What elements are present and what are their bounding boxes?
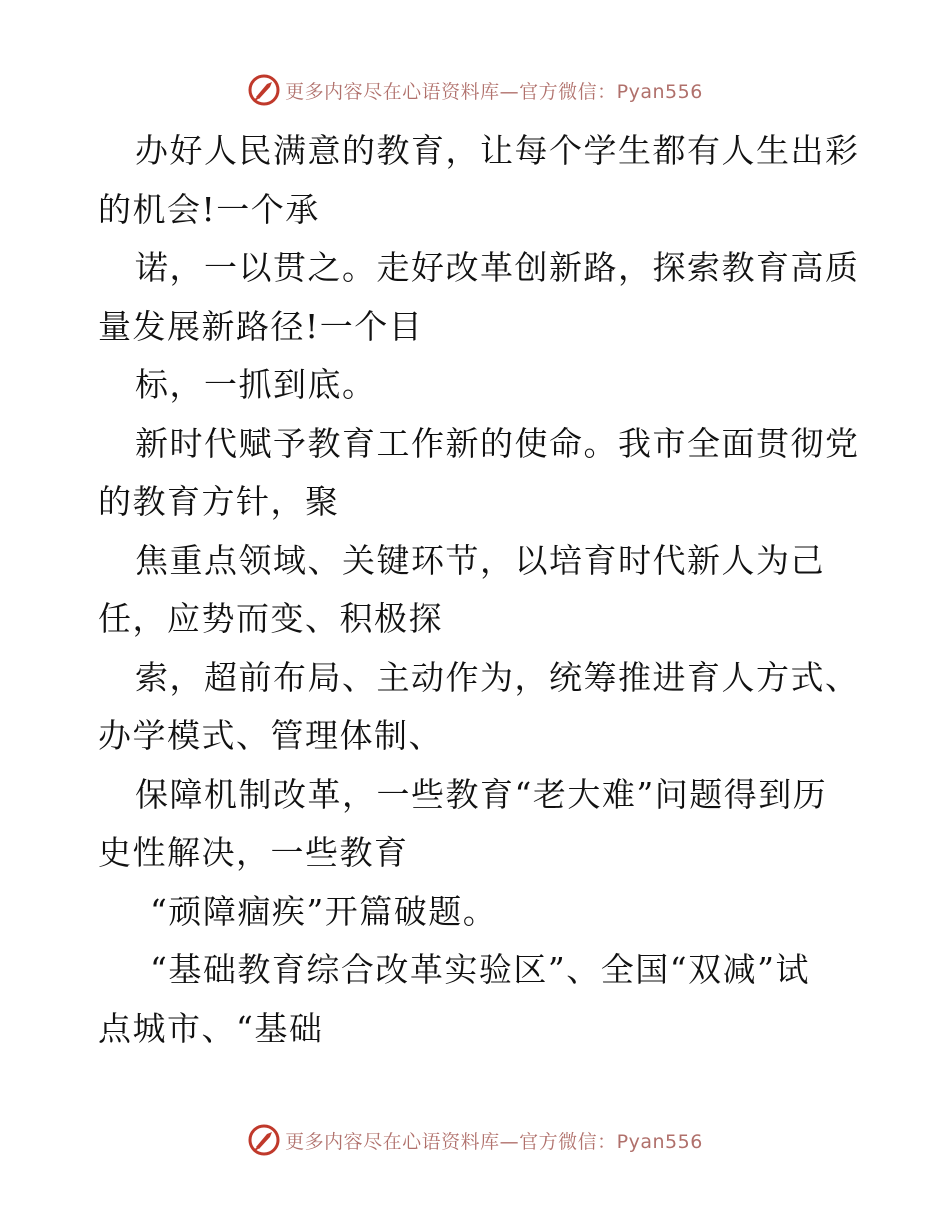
paragraph-line: 保障机制改革，一些教育“老大难”问题得到历: [135, 774, 828, 814]
paragraph-line: “基础教育综合改革实验区”、全国“双减”试: [150, 950, 810, 989]
document-body: [98, 122, 868, 1058]
paragraph-line: 点城市、“基础: [98, 1008, 324, 1048]
paragraph-line: 任，应势而变、积极探: [98, 599, 443, 638]
quill-logo-icon: [247, 73, 281, 107]
paragraph-line: 新时代赋予教育工作新的使命。我市全面贯彻党: [135, 423, 860, 463]
paragraph-line: “顽障痼疾”开篇破题。: [150, 891, 498, 931]
paragraph-line: 标，一抓到底。: [135, 365, 377, 404]
paragraph-line: 史性解决，一些教育: [98, 833, 409, 872]
paragraph-line: 量发展新路径!一个目: [98, 306, 424, 346]
footer-banner: [0, 1120, 950, 1160]
paragraph-line: 索，超前布局、主动作为，统筹推进育人方式、: [135, 657, 860, 697]
paragraph-line: 焦重点领域、关键环节，以培育时代新人为己: [135, 540, 825, 580]
quill-logo-icon: [247, 1123, 281, 1157]
paragraph-line: 诺，一以贯之。走好改革创新路，探索教育高质: [135, 248, 860, 287]
paragraph-line: 的机会!一个承: [98, 189, 320, 229]
header-banner: [0, 70, 950, 110]
footer-banner-text: 更多内容尽在心语资料库—官方微信：Pyan556: [285, 1130, 703, 1153]
paragraph-line: 的教育方针，聚: [98, 482, 340, 521]
paragraph-line: 办学模式、管理体制、: [98, 716, 443, 755]
header-banner-text: 更多内容尽在心语资料库—官方微信：Pyan556: [285, 80, 703, 103]
paragraph-line: 办好人民满意的教育，让每个学生都有人生出彩: [135, 131, 860, 170]
